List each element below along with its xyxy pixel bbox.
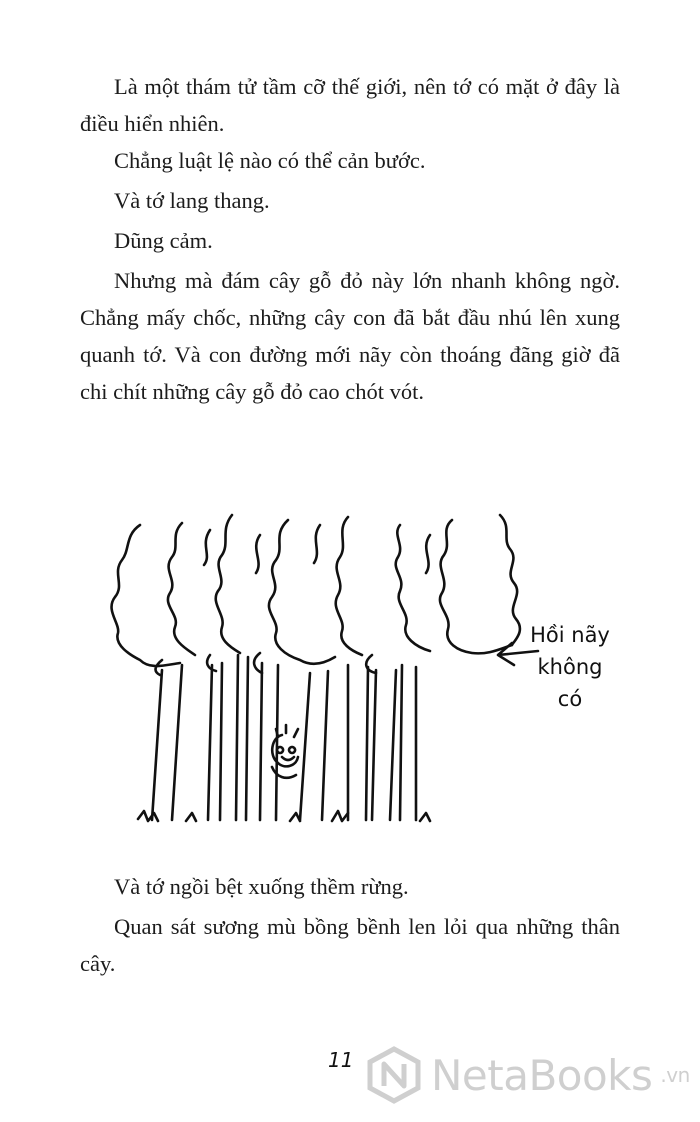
paragraph-1: Là một thám tử tầm cỡ thế giới, nên tớ có mặt ở đây là điều hiển nhiên. — [80, 74, 620, 136]
paragraph-2: Chẳng luật lệ nào có thể cản bước. — [114, 148, 426, 173]
annotation-line-3: có — [557, 687, 583, 711]
annotation-line-2: không — [537, 655, 603, 679]
paragraph-3: Và tớ lang thang. — [114, 188, 270, 213]
paragraph-6: Và tớ ngồi bệt xuống thềm rừng. — [114, 874, 409, 899]
annotation-line-1: Hồi nãy — [530, 623, 610, 647]
watermark-suffix: .vn — [660, 1063, 690, 1087]
paragraph-4: Dũng cảm. — [114, 228, 213, 253]
paragraph-5: Nhưng mà đám cây gỗ đỏ này lớn nhanh không ngờ. Chẳng mấy chốc, những cây con đã bắt đầu nhú lên xung quanh tớ. Và con đường mới nãy còn thoáng đãng giờ đã chi chít những cây gỗ đỏ cao chót vót. — [80, 268, 620, 404]
watermark-brand: NetaBooks — [431, 1050, 653, 1100]
tree-trunks — [152, 655, 416, 820]
watermark — [365, 1040, 695, 1110]
netabooks-logo-icon — [365, 1046, 423, 1104]
paragraph-7: Quan sát sương mù bồng bềnh len lỏi qua những thân cây. — [80, 914, 620, 976]
page-number: 11 — [328, 1048, 354, 1072]
